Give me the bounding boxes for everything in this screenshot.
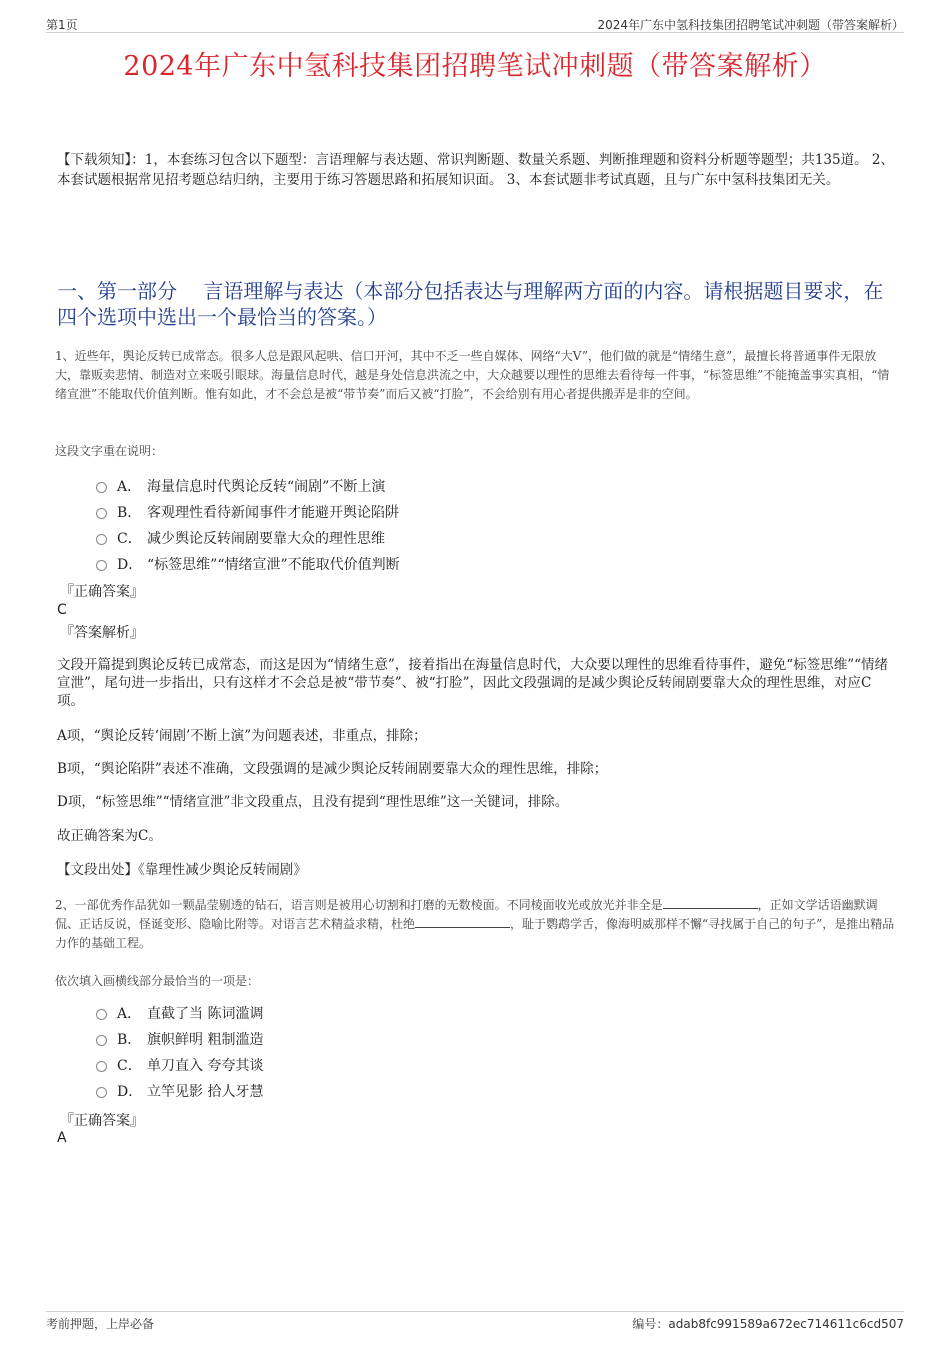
option-text: 单刀直入 夸夸其谈 [147,1058,264,1074]
question-1-conclusion: 故正确答案为C。 [57,828,162,844]
option-text: 海量信息时代舆论反转“闹剧”不断上演 [147,479,386,495]
option-letter: A． [117,1006,142,1022]
download-notice: 【下载须知】：1，本套练习包含以下题型：言语理解与表达题、常识判断题、数量关系题、判断推理题和资料分析题等题型；共135道。 2、本套试题根据常见招考题总结归纳，主要用于练习答题思路和拓展知识面。 3、本套试题非考试真题，且与广东中氢科技集团无关。 [57,152,894,188]
radio-button-icon[interactable] [96,534,107,545]
radio-button-icon[interactable] [96,1061,107,1072]
question-2-prompt: 依次填入画横线部分最恰当的一项是： [55,974,260,988]
question-2-option-d[interactable] [96,1078,263,1104]
fill-blank-2 [415,915,510,928]
question-1-option-a[interactable] [96,473,400,499]
option-text: 直截了当 陈词滥调 [147,1006,264,1022]
question-2-text-part-3: ，耻于鹦鹉学舌，像海明威那样不懈“寻找属于自己的句子”，是推出精品力作的基础工程。 [55,917,895,950]
question-1-answer: C [57,602,67,618]
question-1-point-a: A项，“舆论反转‘闹剧’不断上演”为问题表述，非重点，排除； [57,728,427,744]
question-2-option-a[interactable] [96,1000,263,1026]
question-1-point-d: D项，“标签思维”“情绪宣泄”非文段重点，且没有提到“理性思维”这一关键词，排除。 [57,794,569,810]
document-title: 2024年广东中氢科技集团招聘笔试冲刺题（带答案解析） [123,51,827,82]
question-2-option-c[interactable] [96,1052,263,1078]
radio-button-icon[interactable] [96,508,107,519]
question-2-options [96,1000,263,1104]
question-1-option-d[interactable] [96,551,400,577]
question-2-text-part-2: ，正如文学话语幽默调侃、正话反说，怪诞变形、隐喻比附等。对语言艺术精益求精，杜绝 [55,898,878,931]
option-letter: C． [117,1058,142,1074]
radio-button-icon[interactable] [96,482,107,493]
question-1-option-c[interactable] [96,525,400,551]
question-1-option-b[interactable] [96,499,400,525]
question-1-point-b: B项，“舆论陷阱”表述不准确，文段强调的是减少舆论反转闹剧要靠大众的理性思维，排除； [57,761,608,777]
radio-button-icon[interactable] [96,1009,107,1020]
option-letter: C． [117,531,142,547]
question-2-text-part-1: 2、一部优秀作品犹如一颗晶莹剔透的钻石，语言则是被用心切割和打磨的无数棱面。不同棱面收光或放光并非全是 [55,898,663,912]
option-text: 减少舆论反转闹剧要靠大众的理性思维 [147,531,385,547]
header-doc-title: 2024年广东中氢科技集团招聘笔试冲刺题（带答案解析） [597,18,904,32]
option-text: 客观理性看待新闻事件才能避开舆论陷阱 [147,505,399,521]
footer-code [632,1315,904,1332]
footer-code-value: adab8fc991589a672ec714611c6cd507 [668,1317,904,1331]
page-footer [46,1311,904,1332]
option-letter: A． [117,479,142,495]
page-header [46,14,904,33]
question-1-analysis-label: 『答案解析』 [60,625,144,641]
question-2-answer: A [57,1130,67,1146]
option-text: 旗帜鲜明 粗制滥造 [147,1032,264,1048]
option-letter: B． [117,505,142,521]
radio-button-icon[interactable] [96,560,107,571]
option-text: “标签思维”“情绪宣泄”不能取代价值判断 [147,557,400,573]
question-1-analysis: 文段开篇提到舆论反转已成常态，而这是因为“情绪生意”，接着指出在海量信息时代，大众要以理性的思维看待事件，避免“标签思维”“情绪宣泄”，尾句进一步指出，只有这样才不会总是被“带节奏”、被“打脸”，因此文段强调的是减少舆论反转闹剧要靠大众的理性思维，对应C项。 [57,657,889,709]
radio-button-icon[interactable] [96,1035,107,1046]
question-2-text [55,896,898,953]
radio-button-icon[interactable] [96,1087,107,1098]
section-heading: 一、第一部分 言语理解与表达（本部分包括表达与理解两方面的内容。请根据题目要求，在四个选项中选出一个最恰当的答案。） [57,279,884,329]
question-1-prompt: 这段文字重在说明： [55,444,164,458]
question-1-source: 【文段出处】《靠理性减少舆论反转闹剧》 [57,862,307,878]
question-1-options [96,473,400,577]
option-letter: B． [117,1032,142,1048]
page-number: 第1页 [46,18,78,32]
footer-code-label: 编号： [632,1317,669,1331]
question-2-option-b[interactable] [96,1026,263,1052]
fill-blank-1 [663,896,758,909]
footer-slogan: 考前押题，上岸必备 [46,1317,155,1331]
question-1-text: 1、近些年，舆论反转已成常态。很多人总是跟风起哄、信口开河，其中不乏一些自媒体、网络“大V”，他们做的就是“情绪生意”，最擅长将普通事件无限放大，靠贩卖悲情、制造对立来吸引眼球。海量信息时代，越是身处信息洪流之中，大众越要以理性的思维去看待每一件事，“标签思维”不能掩盖事实真相，“情绪宣泄”不能取代价值判断。惟有如此，才不会总是被“带节奏”而后又被“打脸”，不会给别有用心者提供搬弄是非的空间。 [55,349,890,401]
option-letter: D． [117,1084,143,1100]
option-letter: D． [117,557,143,573]
question-2-answer-label: 『正确答案』 [60,1113,144,1129]
question-1-answer-label: 『正确答案』 [60,584,144,600]
option-text: 立竿见影 拾人牙慧 [147,1084,264,1100]
